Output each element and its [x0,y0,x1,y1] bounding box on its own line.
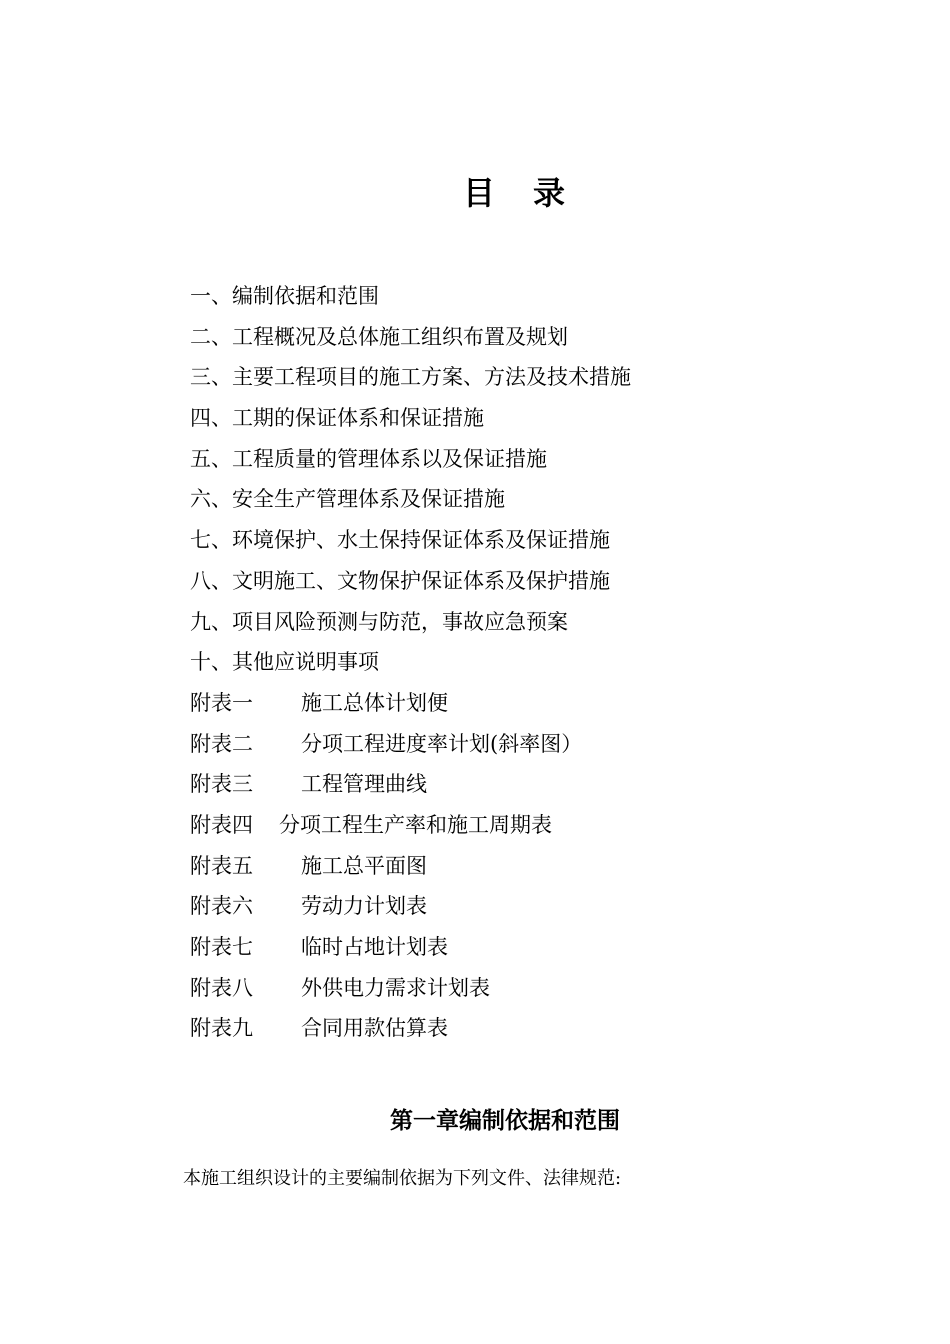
toc-item[interactable]: 四、工期的保证体系和保证措施 [190,406,484,431]
appendix-label: 附表一 [190,690,253,715]
toc-item[interactable]: 一、编制依据和范围 [190,284,379,308]
toc-item[interactable]: 八、文明施工、文物保护保证体系及保护措施 [190,568,610,593]
appendix-label: 附表五 [190,853,253,878]
toc-item[interactable]: 三、主要工程项目的施工方案、方法及技术措施 [190,365,631,390]
table-of-contents [190,278,631,1051]
toc-appendix-item[interactable] [190,766,631,807]
appendix-label: 附表九 [190,1016,253,1041]
appendix-title: 临时占地计划表 [301,935,448,959]
appendix-title: 施工总平面图 [301,853,427,878]
toc-appendix-item[interactable] [190,929,631,970]
toc-appendix-item[interactable] [190,1010,631,1051]
toc-item[interactable]: 九、项目风险预测与防范，事故应急预案 [190,609,568,634]
toc-appendix-item[interactable] [190,726,631,767]
page-title-char-2: 录 [533,174,568,212]
appendix-title: 施工总体计划便 [301,690,448,715]
appendix-title: 工程管理曲线 [301,772,427,797]
appendix-label: 附表二 [190,731,253,756]
appendix-label: 附表四 [190,812,253,837]
toc-item[interactable]: 六、安全生产管理体系及保证措施 [190,487,505,512]
appendix-label: 附表八 [190,975,253,1000]
toc-appendix-item[interactable] [190,685,631,726]
toc-appendix-item[interactable] [190,807,631,848]
toc-appendix-item[interactable] [190,970,631,1011]
toc-item[interactable]: 十、其他应说明事项 [190,650,379,675]
toc-item[interactable]: 七、环境保护、水土保持保证体系及保证措施 [190,528,610,553]
appendix-label: 附表三 [190,772,253,797]
toc-appendix-item[interactable] [190,888,631,929]
toc-appendix-item[interactable] [190,848,631,889]
appendix-title: 外供电力需求计划表 [301,975,490,1000]
appendix-title: 劳动力计划表 [301,894,427,919]
appendix-label: 附表七 [190,935,253,959]
appendix-title: 分项工程生产率和施工周期表 [279,812,552,837]
toc-item[interactable]: 二、工程概况及总体施工组织布置及规划 [190,324,568,349]
page-title [0,168,950,214]
chapter-intro-paragraph: 本施工组织设计的主要编制依据为下列文件、法律规范: [183,1168,622,1189]
appendix-title: 合同用款估算表 [301,1016,448,1041]
appendix-title: 分项工程进度率计划(斜率图） [301,731,583,756]
appendix-label: 附表六 [190,894,253,919]
toc-item[interactable]: 五、工程质量的管理体系以及保证措施 [190,446,547,471]
chapter-heading: 第一章编制依据和范围 [390,1108,620,1134]
page-title-char-1: 目 [462,174,497,212]
